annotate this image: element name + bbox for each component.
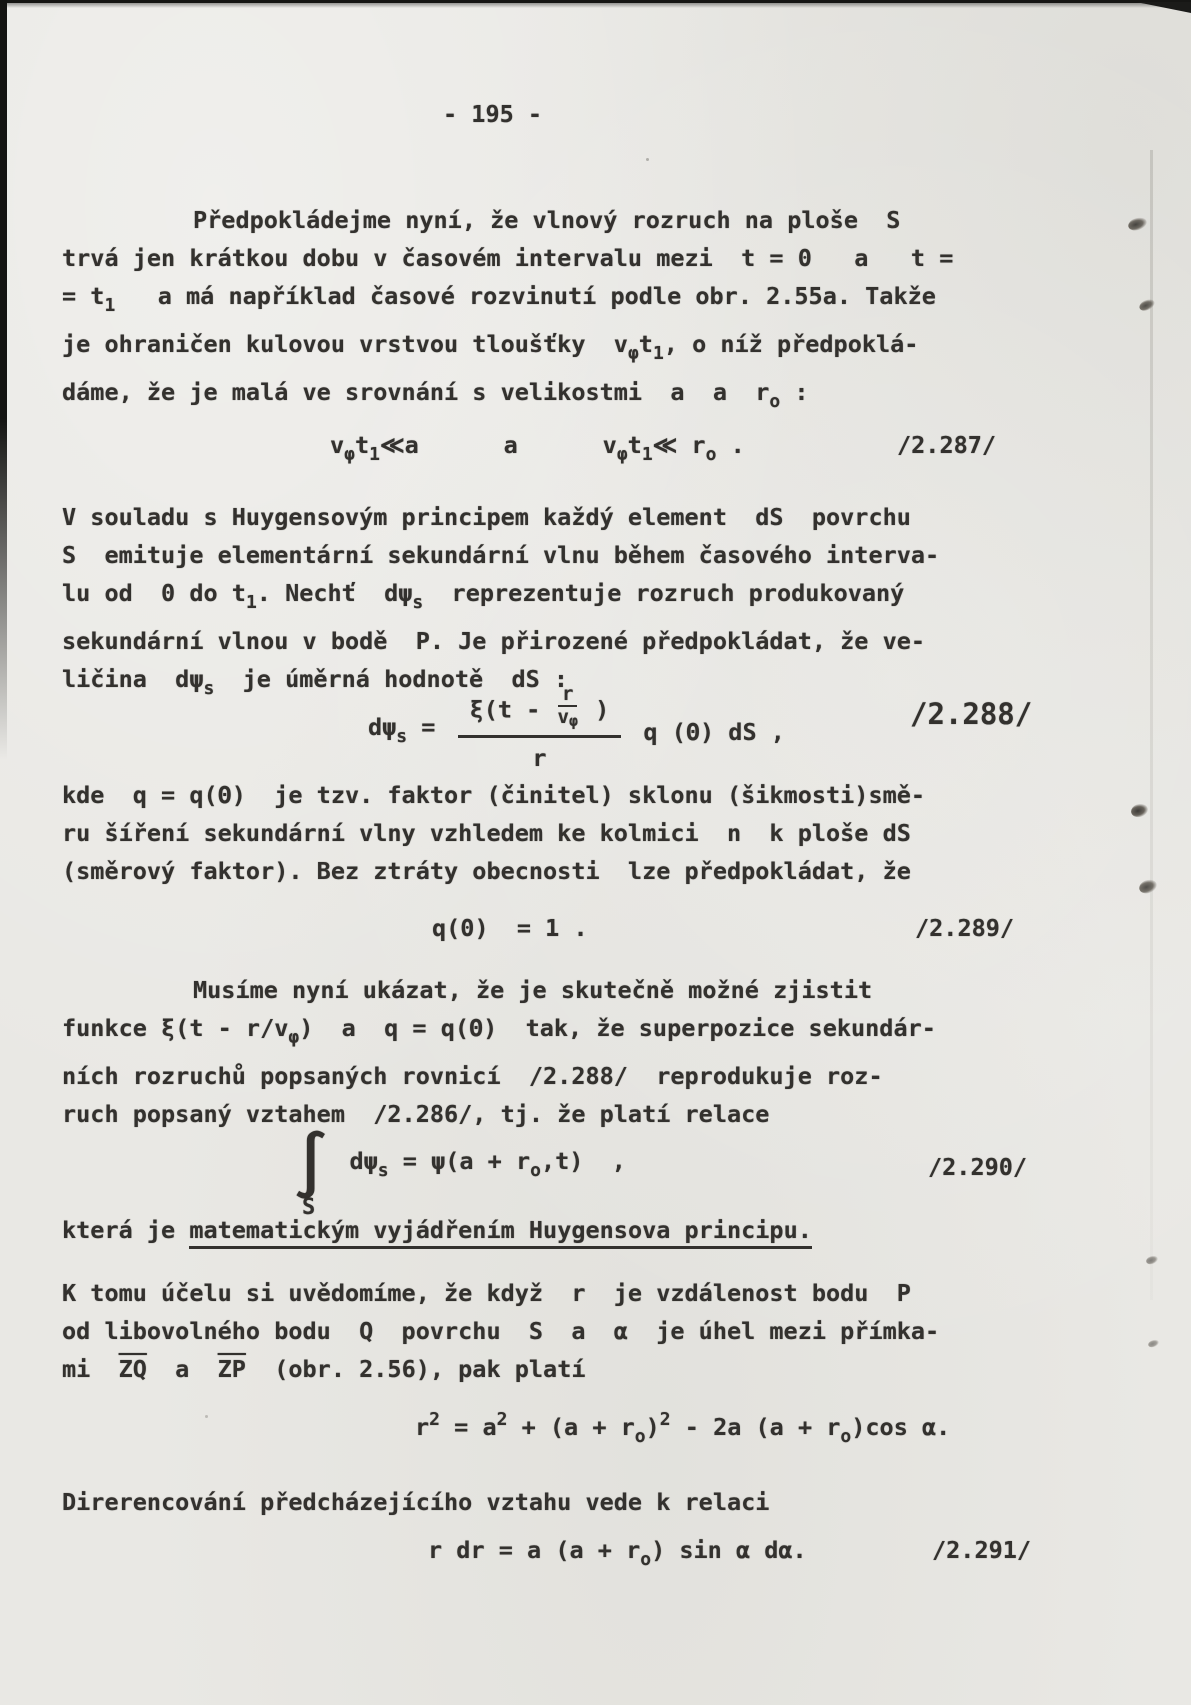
- text-line: [62, 201, 953, 239]
- equation-body: t: [355, 431, 370, 459]
- subscript: s: [203, 678, 215, 699]
- equation-number: /2.291/: [932, 1536, 1032, 1564]
- subscript: o: [634, 1426, 646, 1447]
- paragraph-3: [62, 776, 925, 890]
- text-line: [62, 1483, 769, 1521]
- text-line: [62, 814, 925, 852]
- text-line: [62, 1274, 939, 1312]
- text-run: funkce ξ(t - r/v: [62, 1014, 289, 1042]
- text-run: sekundární vlnou v bodě P. Je přirozené předpokládat, že ve-: [62, 627, 926, 655]
- equation-body: ): [645, 1413, 660, 1441]
- subscript: 1: [104, 295, 116, 316]
- text-run: a má například časové rozvinutí podle obr. 2.55a. Takže: [115, 282, 936, 310]
- text-run: S emituje elementární sekundární vlnu během časového interva-: [62, 541, 940, 569]
- text-run: :: [780, 378, 809, 406]
- text-line: [62, 971, 936, 1009]
- subscript: o: [705, 444, 717, 465]
- subscript: o: [769, 391, 781, 412]
- text-line: [62, 622, 939, 660]
- equation-body: r: [415, 1413, 430, 1441]
- text-run: (obr. 2.56), pak platí: [245, 1355, 586, 1383]
- integral-sign: [292, 1128, 330, 1220]
- text-run: a: [146, 1355, 218, 1383]
- subscript: φ: [568, 712, 578, 730]
- text-run: v: [557, 706, 569, 728]
- underlined-text: matematickým vyjádřením Huygensova principu.: [189, 1216, 812, 1249]
- text-run: V souladu s Huygensovým principem každý element dS povrchu: [62, 503, 911, 531]
- fraction: [458, 683, 622, 775]
- subscript: φ: [616, 444, 628, 465]
- subscript: o: [640, 1549, 652, 1570]
- text-run: kde q = q(Θ) je tzv. faktor (činitel) sklonu (šikmosti)smě-: [62, 781, 926, 809]
- paragraph-6: [62, 1274, 939, 1388]
- paragraph-1: [62, 201, 953, 421]
- scan-artifact: [1147, 1338, 1160, 1348]
- equation-body: + (a + r: [507, 1413, 635, 1441]
- text-line: [62, 536, 939, 574]
- equation-body: [335, 1142, 626, 1190]
- text-run: lu od 0 do t: [62, 579, 246, 607]
- text-line: [62, 1211, 812, 1249]
- text-run: dψ: [368, 712, 397, 741]
- scan-artifact: [1130, 802, 1150, 819]
- subscript: 1: [652, 343, 664, 364]
- equation-number: /2.290/: [928, 1153, 1028, 1181]
- subscript: φ: [344, 444, 355, 465]
- text-run: . Nechť dψ: [256, 579, 413, 607]
- scan-edge-top-shadow: [0, 3, 1191, 8]
- text-line: [62, 574, 939, 622]
- equation-body: ≪a a v: [380, 431, 617, 459]
- inner-numerator: r: [558, 685, 577, 707]
- text-run: mi: [62, 1355, 119, 1383]
- page-number: - 195 -: [443, 100, 543, 128]
- equation-body: r dr = a (a + r: [428, 1536, 641, 1564]
- paragraph-2: [62, 498, 939, 708]
- text-run: Musíme nyní ukázat, že je skutečně možné zjistit: [193, 976, 873, 1004]
- text-run: , o níž předpoklá-: [663, 330, 919, 358]
- text-run: ξ(t -: [469, 695, 555, 724]
- subscript: s: [377, 1159, 389, 1181]
- subscript: s: [412, 592, 424, 613]
- equation-body: q(0) = 1 .: [432, 914, 588, 942]
- text-run: ): [580, 695, 610, 724]
- subscript: o: [840, 1426, 852, 1447]
- inner-denominator: [557, 707, 577, 731]
- text-run: = ψ(a + r: [388, 1146, 531, 1175]
- equation-body: t: [627, 431, 642, 459]
- text-run: ličina dψ: [62, 665, 204, 693]
- numerator: [458, 683, 622, 738]
- text-line: [62, 1009, 936, 1057]
- superscript: 2: [429, 1409, 440, 1430]
- text-line: [62, 1312, 939, 1350]
- equation-290: [292, 1128, 626, 1220]
- text-run: trvá jen krátkou dobu v časovém intervalu mezi t = 0 a t =: [62, 244, 954, 272]
- equation-number: /2.288/: [910, 697, 1033, 731]
- integral-limit: S: [302, 1195, 316, 1220]
- paragraph-5: [62, 1211, 812, 1249]
- scan-edge-left: [0, 0, 7, 760]
- text-line: [62, 239, 953, 277]
- text-run: =: [407, 712, 450, 741]
- text-run: (směrový faktor). Bez ztráty obecnosti lze předpokládat, že: [62, 857, 911, 885]
- paper-edge-crease: [1150, 150, 1153, 1300]
- subscript: φ: [288, 1027, 300, 1048]
- scan-artifact: [1138, 297, 1157, 313]
- equation-number: /2.287/: [897, 431, 997, 459]
- subscript: o: [530, 1159, 541, 1181]
- scan-corner-top-right: [1136, 2, 1191, 13]
- text-line: [62, 373, 953, 421]
- scan-artifact: [1145, 1254, 1159, 1266]
- subscript: s: [396, 725, 408, 747]
- text-run: ) a q = q(Θ) tak, že superpozice sekundár-: [299, 1014, 936, 1042]
- equation-body: [368, 708, 450, 756]
- text-run: je úměrná hodnotě dS :: [214, 665, 569, 693]
- text-run: K tomu účelu si uvědomíme, že když r je vzdálenost bodu P: [62, 1279, 911, 1307]
- subscript: 1: [245, 592, 257, 613]
- equation-body: v: [330, 431, 345, 459]
- equation-body: ≪ r: [652, 431, 706, 459]
- text-run: reprezentuje rozruch produkovaný: [423, 579, 905, 607]
- text-run: která je: [62, 1216, 190, 1244]
- equation-law-of-cosines: [415, 1401, 950, 1456]
- text-line: [62, 852, 925, 890]
- text-run: ru šíření sekundární vlny vzhledem ke kolmici n k ploše dS: [62, 819, 911, 847]
- subscript: φ: [627, 343, 639, 364]
- text-run: Direrencování předcházejícího vztahu vede k relaci: [62, 1488, 770, 1516]
- equation-body: - 2a (a + r: [670, 1413, 841, 1441]
- overlined-text: $\overline{ZP}$: [217, 1355, 246, 1383]
- text-run: dáme, že je malá ve srovnání s velikostmi a a r: [62, 378, 770, 406]
- superscript: 2: [496, 1409, 508, 1430]
- text-run: t: [638, 330, 653, 358]
- text-line: [62, 1057, 936, 1095]
- text-run: dψ: [335, 1146, 378, 1175]
- text-run: od libovolného bodu Q povrchu S a α je úhel mezi přímka-: [62, 1317, 940, 1345]
- text-line: [62, 776, 925, 814]
- scan-artifact: [205, 1415, 208, 1418]
- denominator: r: [532, 744, 547, 772]
- inner-fraction: [557, 685, 577, 731]
- paragraph-4: [62, 971, 936, 1133]
- subscript: 1: [369, 444, 380, 465]
- text-line: [62, 498, 939, 536]
- equation-body: .: [716, 431, 745, 459]
- superscript: 2: [659, 1409, 671, 1430]
- equation-body: ) sin α dα.: [651, 1536, 807, 1564]
- integral-glyph: ∫: [292, 1128, 330, 1201]
- subscript: 1: [641, 444, 653, 465]
- equation-number: /2.289/: [915, 914, 1015, 942]
- text-run: ruch popsaný vztahem /2.286/, tj. že platí relace: [62, 1100, 770, 1128]
- text-run: Předpokládejme nyní, že vlnový rozruch na ploše S: [193, 206, 901, 234]
- scan-artifact: [1137, 877, 1158, 895]
- text-run: ních rozruchů popsaných rovnicí /2.288/ reprodukuje roz-: [62, 1062, 883, 1090]
- equation-body: )cos α.: [851, 1413, 951, 1441]
- scan-artifact: [646, 158, 649, 161]
- equation-287: [330, 426, 745, 474]
- text-run: = t: [62, 282, 105, 310]
- text-line: [62, 1095, 936, 1133]
- text-line: [62, 1350, 939, 1388]
- text-line: [62, 325, 953, 373]
- scan-artifact: [1127, 215, 1149, 232]
- text-run: ,t) ,: [540, 1146, 626, 1175]
- text-run: je ohraničen kulovou vrstvou tloušťky v: [62, 330, 628, 358]
- text-line: [62, 277, 953, 325]
- equation-289: [432, 909, 588, 947]
- equation-body: = a: [440, 1413, 497, 1441]
- paragraph-7: [62, 1483, 769, 1521]
- equation-291: [428, 1531, 807, 1579]
- equation-body: q (Θ) dS ,: [629, 717, 785, 746]
- equation-288: [368, 683, 785, 775]
- overlined-text: $\overline{ZQ}$: [118, 1355, 147, 1383]
